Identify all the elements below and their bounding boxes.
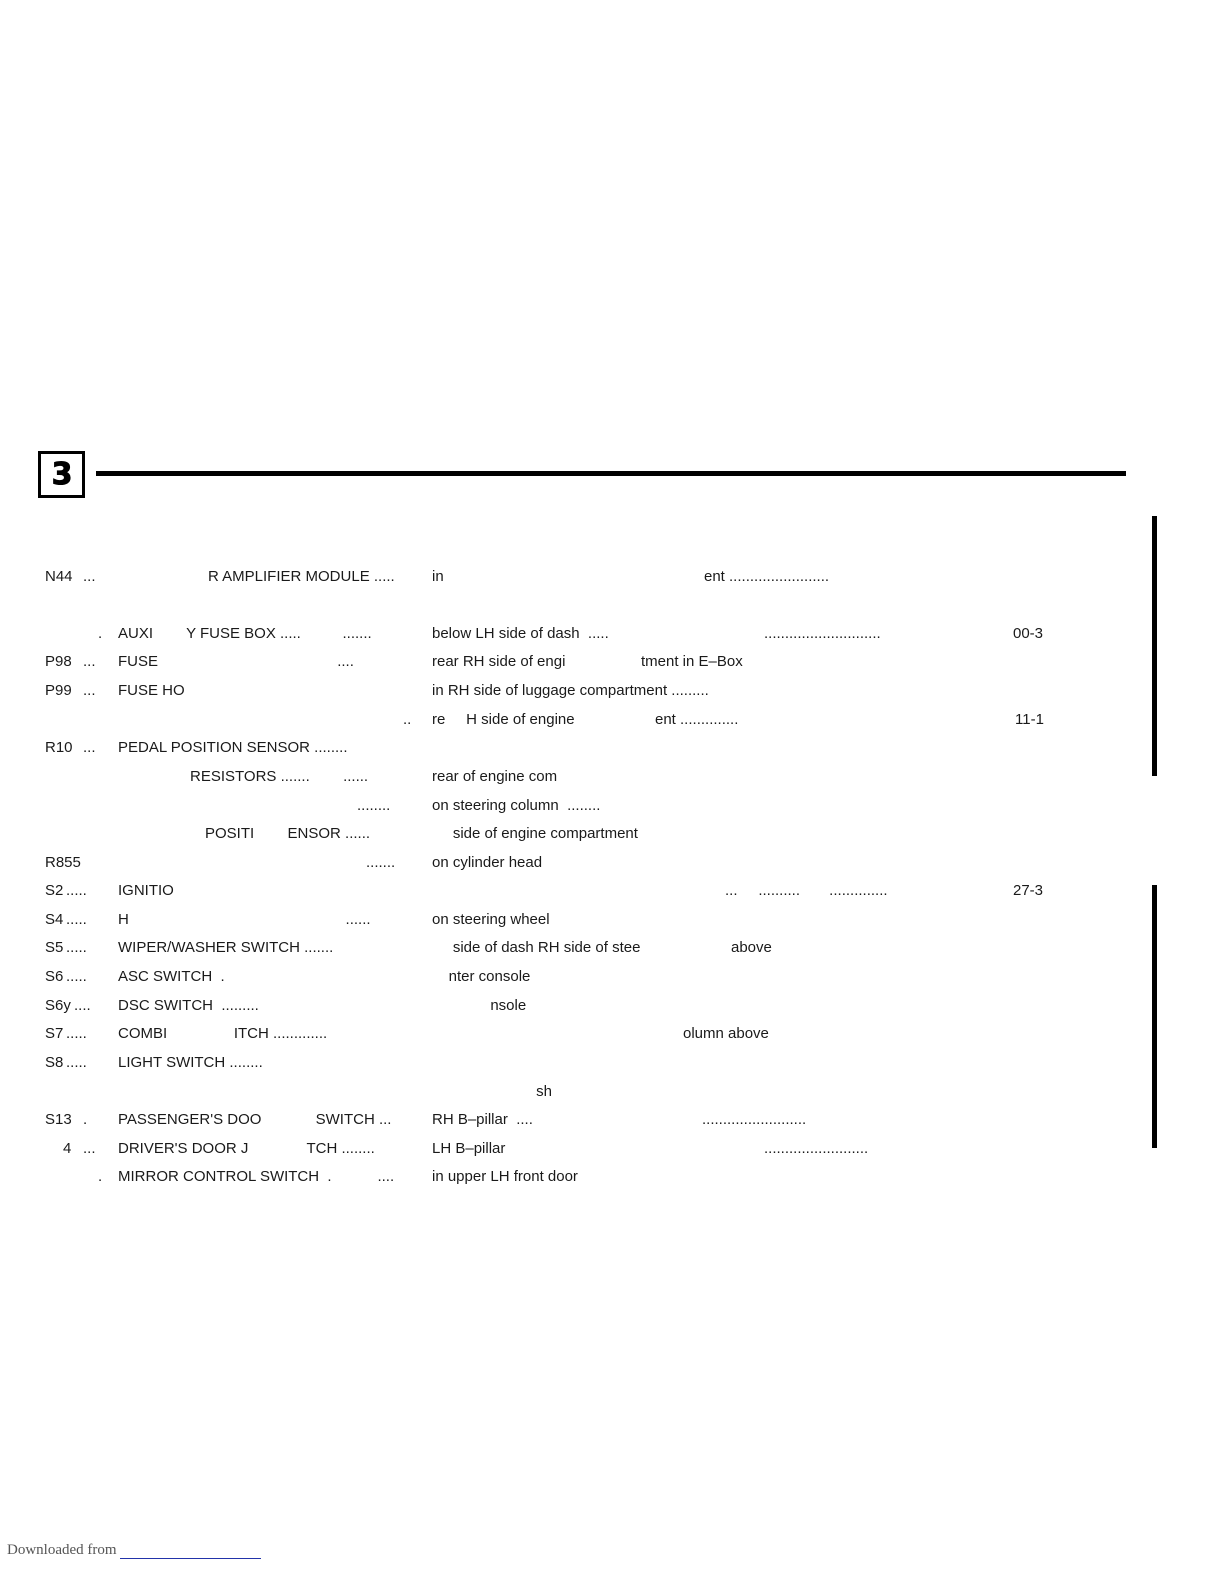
row-name: ASC SWITCH .	[118, 968, 225, 985]
row-code: P98	[45, 653, 72, 670]
row-lead: ...	[83, 653, 96, 670]
table-row	[0, 853, 1224, 873]
row-page: 00-3	[1013, 625, 1044, 642]
row-lead: .....	[66, 882, 87, 899]
row-location-cont: ent ........................	[704, 568, 830, 585]
row-location: below LH side of dash .....	[432, 625, 609, 642]
chapter-tab	[38, 451, 85, 498]
row-location: LH B–pillar	[432, 1140, 506, 1157]
row-lead: ...	[83, 739, 96, 756]
row-location-cont: above	[731, 939, 772, 956]
row-location: in RH side of luggage compartment .........	[432, 682, 709, 699]
row-code: S6	[45, 968, 64, 985]
row-code: S4	[45, 911, 64, 928]
row-lead: .....	[66, 911, 87, 928]
table-row	[0, 767, 1224, 787]
row-code: S13	[45, 1111, 72, 1128]
row-location: in	[432, 568, 444, 585]
row-location: on cylinder head	[432, 854, 543, 871]
table-row	[0, 824, 1224, 844]
table-row	[0, 796, 1224, 816]
row-location-cont: tment in E–Box	[641, 653, 743, 670]
row-code: S8	[45, 1054, 64, 1071]
row-name: WIPER/WASHER SWITCH .......	[118, 939, 334, 956]
row-name: .......	[366, 854, 396, 871]
footer-text: Downloaded from	[7, 1542, 117, 1558]
row-name: AUXI Y FUSE BOX ..... .......	[118, 625, 372, 642]
row-name: MIRROR CONTROL SWITCH . ....	[118, 1168, 395, 1185]
row-location: on steering column ........	[432, 797, 601, 814]
row-code: N44	[45, 568, 73, 585]
row-name: ..	[403, 711, 412, 728]
row-name: R AMPLIFIER MODULE .....	[208, 568, 395, 585]
row-location: nsole	[432, 997, 527, 1014]
row-location: rear RH side of engi	[432, 653, 566, 670]
row-name: DSC SWITCH .........	[118, 997, 259, 1014]
table-row	[0, 996, 1224, 1016]
row-location-cont: ... .......... ..............	[725, 882, 888, 899]
row-lead: .	[83, 1111, 88, 1128]
row-name: RESISTORS ....... ......	[190, 768, 369, 785]
table-row	[0, 967, 1224, 987]
row-lead: ....	[74, 997, 91, 1014]
row-code: S2	[45, 882, 64, 899]
row-name: ........	[357, 797, 391, 814]
footer-link[interactable]	[120, 1544, 261, 1559]
row-page: 27-3	[1013, 882, 1044, 899]
row-location: in upper LH front door	[432, 1168, 578, 1185]
table-row	[0, 652, 1224, 672]
row-lead: .	[98, 625, 103, 642]
row-location-cont: ............................	[764, 625, 881, 642]
table-row	[0, 938, 1224, 958]
header-rule	[96, 471, 1126, 476]
row-lead: ...	[83, 1140, 96, 1157]
row-name: FUSE HO	[118, 682, 185, 699]
row-code: R855	[45, 854, 81, 871]
row-code: S5	[45, 939, 64, 956]
row-name: LIGHT SWITCH ........	[118, 1054, 263, 1071]
table-row	[0, 567, 1224, 587]
row-lead: ...	[83, 682, 96, 699]
row-location: RH B–pillar ....	[432, 1111, 533, 1128]
row-lead: .	[98, 1168, 103, 1185]
row-location: side of dash RH side of stee	[432, 939, 641, 956]
row-code: S7	[45, 1025, 64, 1042]
table-row	[0, 881, 1224, 901]
table-row	[0, 1082, 1224, 1102]
table-row	[0, 681, 1224, 701]
row-location-cont: .........................	[702, 1111, 807, 1128]
row-location: sh	[432, 1083, 553, 1100]
table-row	[0, 1110, 1224, 1130]
row-code: S6y	[45, 997, 71, 1014]
table-row	[0, 1139, 1224, 1159]
row-name: H ......	[118, 911, 371, 928]
row-location: nter console	[432, 968, 531, 985]
row-location-cont: olumn above	[683, 1025, 769, 1042]
row-name: IGNITIO	[118, 882, 174, 899]
table-row	[0, 1053, 1224, 1073]
row-location-cont: ent ..............	[655, 711, 739, 728]
table-row	[0, 624, 1224, 644]
row-code: P99	[45, 682, 72, 699]
row-name: PASSENGER'S DOO SWITCH ...	[118, 1111, 392, 1128]
row-location: re H side of engine	[432, 711, 575, 728]
table-row	[0, 738, 1224, 758]
row-lead: ...	[83, 568, 96, 585]
chapter-number: 3	[51, 456, 72, 492]
row-name: DRIVER'S DOOR J TCH ........	[118, 1140, 375, 1157]
row-location: rear of engine com	[432, 768, 558, 785]
row-lead: .....	[66, 939, 87, 956]
row-code: 4	[63, 1140, 72, 1157]
row-lead: .....	[66, 1025, 87, 1042]
row-lead: .....	[66, 968, 87, 985]
row-location-cont: .........................	[764, 1140, 869, 1157]
table-row	[0, 1024, 1224, 1044]
row-lead: .....	[66, 1054, 87, 1071]
footer	[7, 1542, 261, 1559]
row-code: R10	[45, 739, 73, 756]
row-location: on steering wheel	[432, 911, 550, 928]
row-name: COMBI ITCH .............	[118, 1025, 328, 1042]
revision-bar-upper	[1152, 516, 1157, 776]
row-name: PEDAL POSITION SENSOR ........	[118, 739, 348, 756]
table-row	[0, 710, 1224, 730]
table-row	[0, 910, 1224, 930]
row-page: 11-1	[1015, 711, 1044, 728]
row-location: side of engine compartment	[432, 825, 638, 842]
table-row	[0, 1167, 1224, 1187]
row-name: POSITI ENSOR ......	[205, 825, 371, 842]
chapter-tab-inner	[43, 456, 80, 493]
row-name: FUSE ....	[118, 653, 354, 670]
